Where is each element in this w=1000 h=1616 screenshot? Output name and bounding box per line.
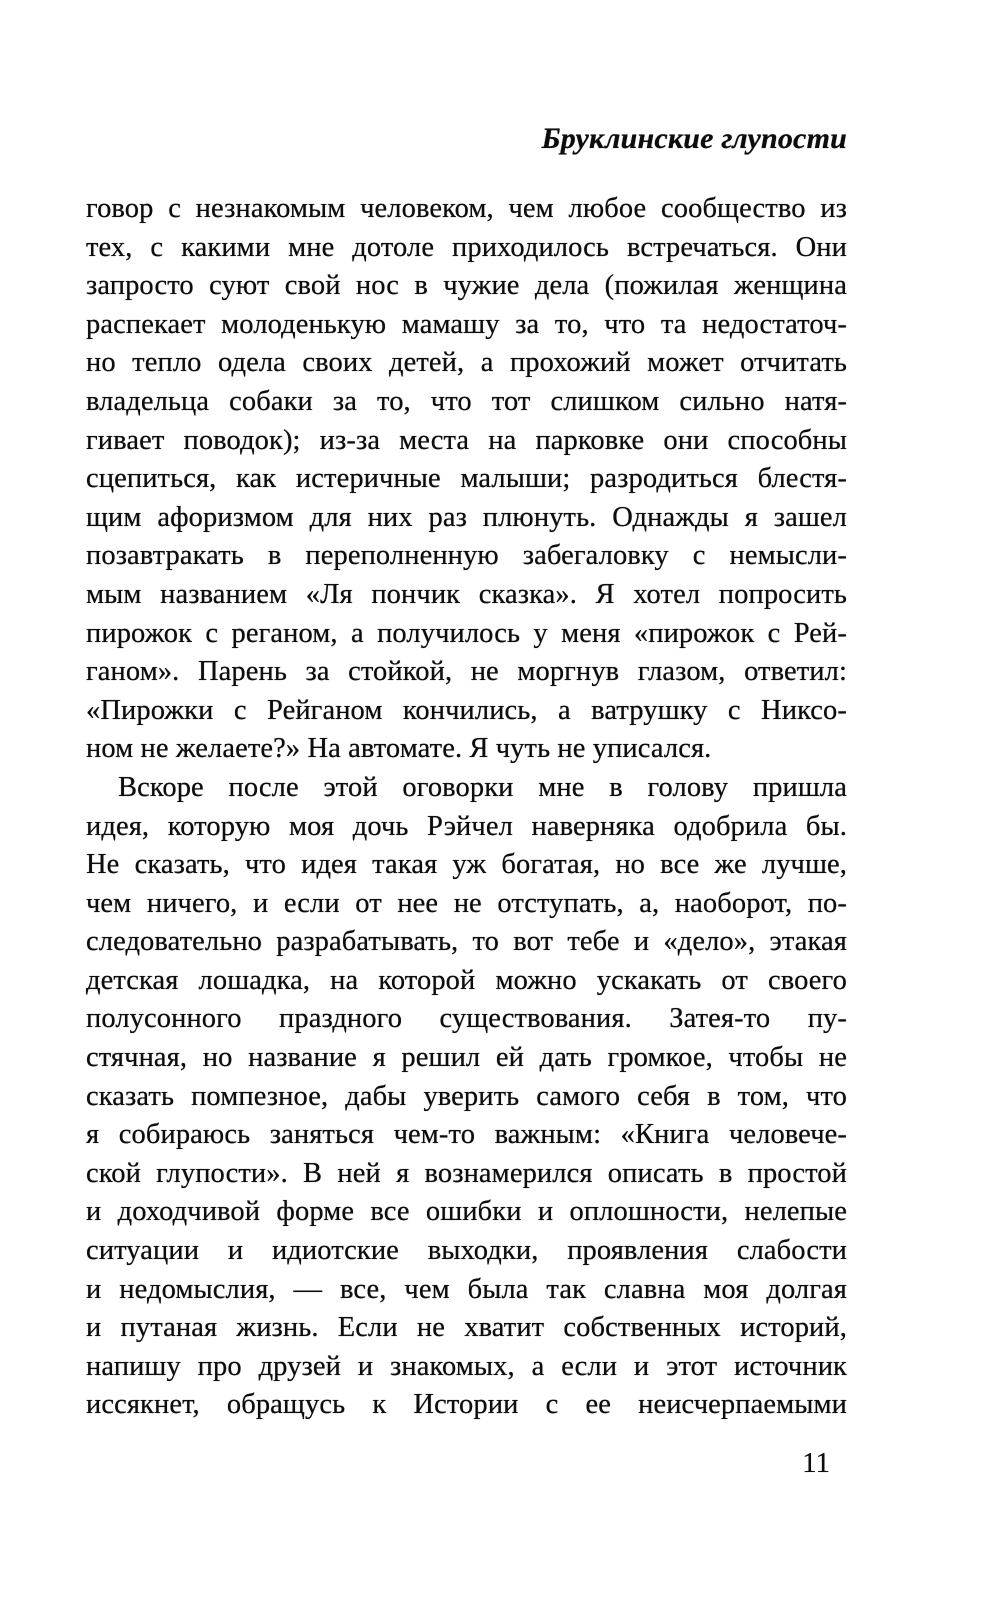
- text-line: полусонного праздного существования. Затея-то пу-: [86, 1003, 847, 1035]
- text-line: я собираюсь заняться чем-то важным: «Книга человече-: [86, 1119, 847, 1151]
- text-line: ситуации и идиотские выходки, проявления слабости: [86, 1235, 847, 1267]
- text-line: детская лошадка, на которой можно ускакать от своего: [86, 964, 847, 996]
- text-line: владельца собаки за то, что тот слишком сильно натя-: [86, 385, 847, 417]
- text-line: «Пирожки с Рейганом кончились, а ватрушку с Никсо-: [86, 694, 847, 726]
- text-line: чем ничего, и если от нее не отступать, а, наоборот, по-: [86, 887, 847, 919]
- text-line: но тепло одела своих детей, а прохожий может отчитать: [86, 347, 847, 379]
- text-line: мым названием «Ля пончик сказка». Я хотел попросить: [86, 578, 847, 610]
- text-line: Вскоре после этой оговорки мне в голову пришла: [118, 771, 847, 803]
- text-line: напишу про друзей и знакомых, а если и этот источник: [86, 1350, 847, 1382]
- text-line: говор с незнакомым человеком, чем любое сообщество из: [86, 193, 847, 224]
- text-line: сказать помпезное, дабы уверить самого себя в том, что: [86, 1080, 847, 1112]
- text-line: иссякнет, обращусь к Истории с ее неисчерпаемыми: [86, 1389, 847, 1421]
- text-column: [86, 190, 847, 1425]
- text-line: следовательно разрабатывать, то вот тебе и «дело», этакая: [86, 926, 847, 958]
- text-line: и доходчивой форме все ошибки и оплошности, нелепые: [86, 1196, 847, 1228]
- text-line: сцепиться, как истеричные малыши; разродиться блестя-: [86, 463, 847, 495]
- page-number: 11: [802, 1447, 830, 1479]
- text-line: гивает поводок); из-за места на парковке они способны: [86, 424, 847, 456]
- text-line: распекает молоденькую мамашу за то, что та недостаточ-: [86, 308, 847, 340]
- text-line: стячная, но название я решил ей дать громкое, чтобы не: [86, 1042, 847, 1074]
- running-header: Бруклинские глупости: [541, 122, 847, 155]
- text-line: и путаная жизнь. Если не хватит собственных историй,: [86, 1312, 847, 1344]
- text-line: идея, которую моя дочь Рэйчел наверняка одобрила бы.: [86, 810, 847, 842]
- text-line: ном не желаете?» На автомате. Я чуть не уписался.: [86, 733, 712, 765]
- text-line: ганом». Парень за стойкой, не моргнув глазом, ответил:: [86, 656, 847, 688]
- text-line: тех, с какими мне дотоле приходилось встречаться. Они: [86, 231, 847, 263]
- text-line: позавтракать в переполненную забегаловку с немысли-: [86, 540, 847, 572]
- text-line: и недомыслия, — все, чем была так славна моя долгая: [86, 1273, 847, 1305]
- text-line: щим афоризмом для них раз плюнуть. Однажды я зашел: [86, 501, 847, 533]
- text-line: Не сказать, что идея такая уж богатая, но все же лучше,: [86, 849, 847, 881]
- text-line: запросто суют свой нос в чужие дела (пожилая женщина: [86, 270, 847, 302]
- text-line: пирожок с реганом, а получилось у меня «пирожок с Рей-: [86, 617, 847, 649]
- text-line: ской глупости». В ней я вознамерился описать в простой: [86, 1157, 847, 1189]
